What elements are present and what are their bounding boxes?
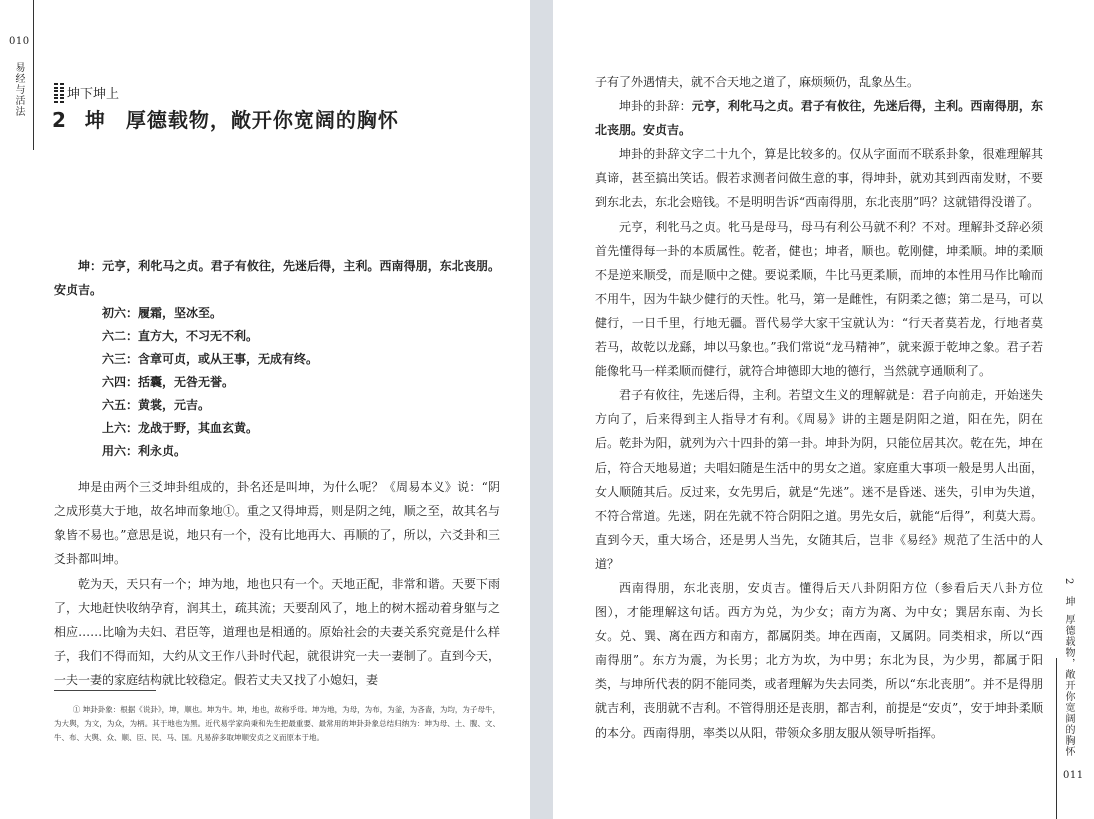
body-paragraph: 坤卦的卦辞文字二十九个，算是比较多的。仅从字面而不联系卦象，很难理解其真谛，甚至搞出笑话。假若求测者问做生意的事，得坤卦，就劝其到西南发财，不要到东北去，东北会赔钱。不是明明告诉“西南得朋，东北丧朋”吗？这就错得没谱了。	[595, 147, 1043, 210]
chapter-heading: 厚德载物，敞开你宽阔的胸怀	[125, 108, 399, 132]
body-paragraph: 元亨，利牝马之贞。牝马是母马，母马有利公马就不利？不对。理解卦爻辞必须首先懂得每一卦的本质属性。乾者，健也；坤者，顺也。乾刚健，坤柔顺。坤的柔顺不是逆来顺受，而是顺中之健。要说柔顺，牛比马更柔顺，而坤的本性用马作比喻而不用牛，因为牛缺少健行的天性。牝马，第一是雌性，有阴柔之德；第二是马，可以健行，一日千里，行地无疆。晋代易学大家干宝就认为：“行天者莫若龙，行地者莫若马，故乾以龙繇，坤以马象也。”我们常说“龙马精神”，就来源于乾坤之象。君子若能像牝马一样柔顺而健行，就符合坤德即大地的德行，当然就亨通顺利了。	[595, 219, 1043, 379]
side-chapter-gua: 坤	[1063, 596, 1074, 607]
page-number-left: 010	[9, 36, 30, 47]
hexagram-label	[54, 83, 119, 103]
chapter-gua: 坤	[84, 108, 106, 132]
guaci-text: 坤：元亨，利牝马之贞。君子有攸往，先迷后得，主利。西南得朋，东北丧朋。安贞吉。	[54, 259, 500, 298]
guaci-paragraph	[595, 94, 1043, 142]
margin-rule-right	[1056, 658, 1057, 819]
guaci-intro: 坤卦的卦辞：	[619, 99, 692, 114]
footnote: ① 坤卦卦象：根据《说卦》，坤，顺也。坤为牛。坤，地也，故称乎母。坤为地，为母，为布，为釜，为吝啬，为均，为子母牛，为大舆，为文，为众，为柄。其于地也为黑。近代易学家尚秉和先生把最重要、最常用的坤卦卦象总结归纳为：坤为母、土、腹、文、牛、布、大舆、众、顺、臣、民、马、国。凡易辞多取坤顺安贞之义而原本于地。	[54, 705, 500, 743]
yaoci-line: 用六：利永贞。	[102, 444, 187, 459]
yaoci-line: 初六：履霜，坚冰至。	[102, 306, 223, 321]
margin-rule-left	[33, 0, 34, 150]
body-paragraph: 坤是由两个三爻坤卦组成的，卦名还是叫坤，为什么呢？《周易本义》说：“阴之成形莫大于地，故名坤而象地①。重之又得坤焉，则是阴之纯，顺之至，故其名与象皆不易也。”意思是说，地只有一个，没有比地再大、再顺的了，所以，六爻卦和三爻卦都叫坤。	[54, 480, 500, 567]
left-page	[0, 0, 530, 819]
book-title-vertical: 易经与活法	[13, 62, 24, 117]
body-paragraph: 西南得朋，东北丧朋，安贞吉。懂得后天八卦阴阳方位（参看后天八卦方位图），才能理解这句话。西方为兑，为少女；南方为离、为中女；巽居东南、为长女。兑、巽、离在西方和南方，都属阴类。坤在西南，又属阴。同类相求，所以“西南得朋”。东方为震，为长男；北方为坎，为中男；东北为艮，为少男，都属于阳类，与坤所代表的阴不能同类，或者理解为失去同类，所以“东北丧朋”。并不是得朋就吉利，丧朋就不吉利。不管得朋还是丧朋，都吉利，前提是“安贞”，安于坤卦柔顺的本分。西南得朋，率类以从阳，带领众多朋友服从领导听指挥。	[595, 580, 1043, 740]
page-gutter	[530, 0, 553, 819]
yaoci-line: 六二：直方大，不习无不利。	[102, 329, 259, 344]
body-paragraph: 君子有攸往，先迷后得，主利。若望文生义的理解就是：君子向前走，开始迷失方向了，后来得到主人指导才有利。《周易》讲的主题是阴阳之道，阳在先，阴在后。乾卦为阳，就列为六十四卦的第一卦。坤卦为阴，只能位居其次。乾在先，坤在后，符合天地易道；夫唱妇随是生活中的男女之道。家庭重大事项一般是男人出面，女人顺随其后。反过来，女先男后，就是“先迷”。迷不是昏迷、迷失，引申为失道，不符合常道。先迷，阴在先就不符合阴阳之道。男先女后，就能“后得”，利莫大焉。直到今天，重大场合，还是男人当先，女随其后，岂非《易经》规范了生活中的人道？	[595, 388, 1043, 571]
right-body	[595, 70, 1043, 745]
right-page	[553, 0, 1094, 819]
side-chapter-title: 厚德载物，敞开你宽阔的胸怀	[1063, 614, 1074, 757]
page-number-right: 011	[1063, 770, 1084, 781]
yaoci-line: 六三：含章可贞，或从王事，无成有终。	[102, 352, 319, 367]
chapter-number: 2	[52, 108, 67, 132]
chapter-title	[52, 104, 399, 133]
footnote-divider	[54, 690, 156, 691]
body-paragraph: 乾为天，天只有一个；坤为地，地也只有一个。天地正配，非常和谐。天要下雨了，大地赶快收纳孕育，润其土，疏其流；天要刮风了，地上的树木摇动着身躯与之相应……比喻为夫妇、君臣等，道理也是相通的。原始社会的夫妻关系究竟是什么样子，我们不得而知，大约从文王作八卦时代起，就很讲究一夫一妻制了。直到今天，一夫一妻的家庭结构就比较稳定。假若丈夫又找了小媳妇，妻	[54, 576, 500, 687]
kun-hexagram-icon	[54, 83, 64, 103]
yaoci-line: 六五：黄裳，元吉。	[102, 398, 211, 413]
body-paragraph: 子有了外遇情夫，就不合天地之道了，麻烦频仍，乱象丛生。	[595, 75, 920, 89]
hexagram-name: 坤下坤上	[67, 87, 120, 103]
left-body	[54, 254, 500, 692]
yaoci-line: 六四：括囊，无咎无誉。	[102, 375, 235, 390]
guaci-text: 元亨，利牝马之贞。君子有攸往，先迷后得，主利。西南得朋，东北丧朋。安贞吉。	[595, 99, 1043, 138]
side-chapter-number: 2	[1063, 578, 1074, 586]
yaoci-line: 上六：龙战于野，其血玄黄。	[102, 421, 259, 436]
